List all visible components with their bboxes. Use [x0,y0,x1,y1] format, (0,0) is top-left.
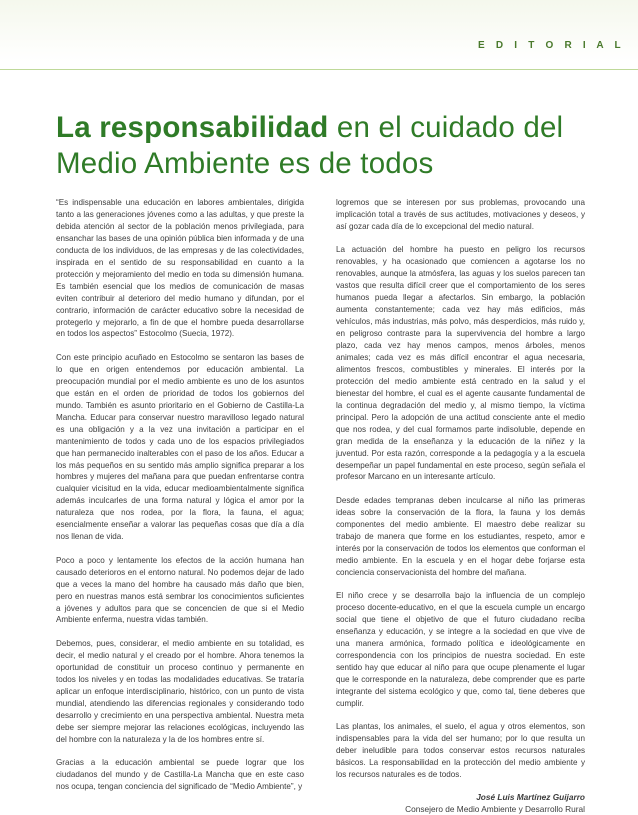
paragraph: Debemos, pues, considerar, el medio ambiente en su totalidad, es decir, el medio natural y el creado por el hombre. Ahora tenemos la oportunidad de constituir un proceso continuo y permanente en todos los niveles y en todas las modalidades educativas. Se trataría aplicar un enfoque interdisciplinario, histórico, con un punto de vista mundial, atendiendo las diferencias regionales y considerando todo desarrollo y crecimiento en una perspectiva ambiental. Nuestra meta debe ser siempre mejorar las relaciones ecológicas, incluyendo las del hombre con la naturaleza y la de los hombres entre sí. [56,638,304,744]
signature-name: José Luis Martínez Guijarro [476,792,585,803]
header-divider [0,69,638,70]
left-column [56,197,304,804]
article-title [56,110,626,182]
section-label: E D I T O R I A L [478,40,625,51]
paragraph: “Es indispensable una educación en labores ambientales, dirigida tanto a las generaciones jóvenes como a las adultas, y que preste la debida atención al sector de la población menos privilegiada, para ensanchar las bases de una opinión pública bien informada y de una conducta de los individuos, de las empresas y de las colectividades, inspirada en el sentido de su responsabilidad en cuanto a la protección y mejoramiento del medio en toda su dimensión humana. Es también esencial que los medios de comunicación de masas eviten contribuir al deterioro del medio humano y difundan, por el contrario, información de carácter educativo sobre la necesidad de protegerlo y mejorarlo, a fin de que el hombre pueda desarrollarse en todos los aspectos” Estocolmo (Suecia, 1972). [56,198,304,339]
paragraph: Con este principio acuñado en Estocolmo se sentaron las bases de lo que en origen entendemos por educación ambiental. La preocupación mundial por el medio ambiente es uno de los asuntos que están en el orden de prioridad de todos los gobiernos del mundo. También es asunto prioritario en el Gobierno de Castilla-La Mancha. Educar para conservar nuestro maravilloso legado natural es una obligación y a la vez una invitación a participar en el mantenimiento de todos y cada uno de los espacios privilegiados que han permanecido inalterables con el paso de los años. Educar a los más pequeños en su sentido más amplio significa preparar a los hombres y mujeres del mañana para que puedan enfrentarse contra cualquier vicisitud en la vida, educar medioambientalmente significa además inculcarles de una forma natural y lógica el amor por la naturaleza que nos rodea, por la flora, la fauna, el agua; esencialmente enseñar a valorar las pequeñas cosas que día a día nos llenan de vida. [56,352,304,542]
paragraph: La actuación del hombre ha puesto en peligro los recursos renovables, y ha ocasionado que comiencen a agotarse los no renovables, aunque la atmósfera, las aguas y los suelos parecen tan vastos que resulta difícil creer que el comportamiento de los seres humanos pueda llegar a afectarlos. Sin embargo, la población aumenta constantemente; cada vez hay más edificios, más vehículos, más industrias, más polvo, más desperdicios, más ruido y, en peligroso contraste para la supervivencia del hombre a largo plazo, cada vez hay menos campos, menos árboles, menos animales; cada vez es más difícil encontrar el agua necesaria, alimentos frescos, combustibles y minerales. El interés por la protección del medio ambiente está centrado en la salud y el bienestar del hombre, el cual es el agente causante fundamental de la continua degradación del medio y, al mismo tiempo, la víctima principal. Pero la adopción de una actitud consciente ante el medio que nos rodea, y del cual formamos parte indisoluble, depende en gran medida de la enseñanza y la educación de la niñez y la juventud. Por esta razón, corresponde a la pedagogía y a la escuela desempeñar un papel fundamental en este proceso, según señala el profesor Marcano en un interesante artículo. [336,245,585,482]
right-column [336,197,585,815]
signature-role: Consejero de Medio Ambiente y Desarrollo Rural [405,804,585,815]
title-emphasis: La responsabilidad [56,111,329,144]
paragraph: Poco a poco y lentamente los efectos de la acción humana han causado deterioros en el entorno natural. No podemos dejar de lado que a veces la mano del hombre ha causado más daño que bien, pero en nuestras manos está sembrar los conocimientos suficientes a jóvenes y adultos para que se concencien de que si el Medio Ambiente enferma, nuestra vidas también. [56,555,304,625]
header-band [0,0,638,62]
paragraph: logremos que se interesen por sus problemas, provocando una implicación total a través de sus actitudes, motivaciones y deseos, y así gozar cada día de lo excepcional del medio natural. [336,198,585,231]
paragraph: El niño crece y se desarrolla bajo la influencia de un complejo proceso docente-educativo, en el que la escuela cumple un encargo social que tiene el objetivo de que el futuro ciudadano reciba enseñanza y educación, y se integre a la sociedad en que vive de una manera armónica, formado política e ideológicamente en correspondencia con los principios de nuestra sociedad. En este sentido hay que educar al niño para que ocupe plenamente el lugar que le corresponde en la naturaleza, debe comprender que es parte integrante del sistema ecológico y que, como tal, tiene deberes que cumplir. [336,591,585,708]
paragraph: Las plantas, los animales, el suelo, el agua y otros elementos, son indispensables para la vida del ser humano; por lo que resulta un deber ineludible para todos conservar estos recursos naturales básicos. La responsabilidad en la protección del medio ambiente y los recursos naturales es de todos. [336,722,585,779]
paragraph: Desde edades tempranas deben inculcarse al niño las primeras ideas sobre la conservación de la flora, la fauna y los demás componentes del medio ambiente. El maestro debe realizar su trabajo de manera que forme en los estudiantes, respeto, amor e interés por la conservación de todos los elementos que conforman el medio ambiente. En la escuela y en el hogar debe forjarse esta conciencia conservacionista del hombre del mañana. [336,495,585,577]
title-rest: en el cuidado del Medio Ambiente es de todos [56,111,564,180]
signature [336,791,585,815]
paragraph: Gracias a la educación ambiental se puede lograr que los ciudadanos del mundo y de Castilla-La Mancha que en este caso nos ocupa, tengan conciencia del significado de “Medio Ambiente”, y [56,757,304,791]
